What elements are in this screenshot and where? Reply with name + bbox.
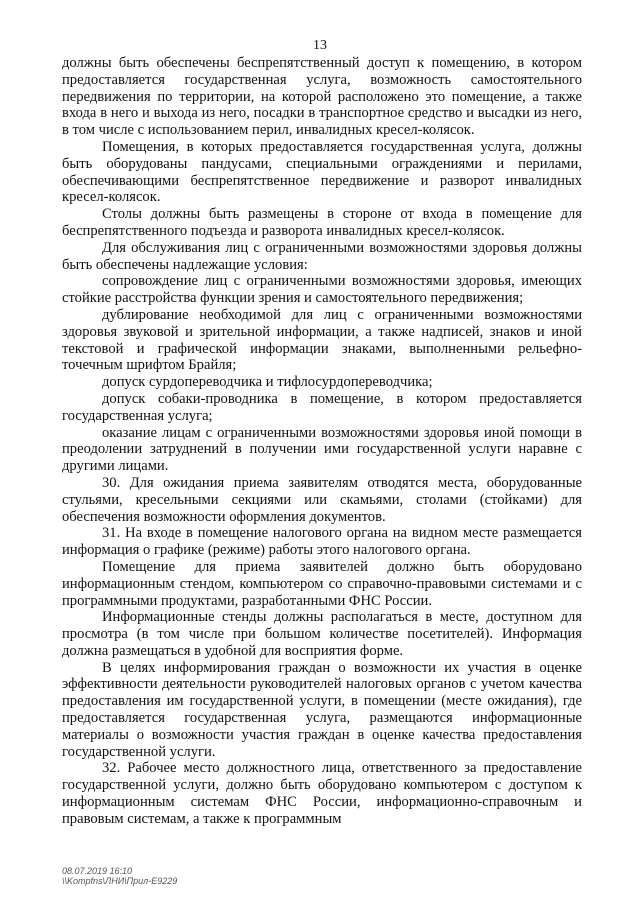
list-item-interpreter: допуск сурдопереводчика и тифлосурдопереводчика; bbox=[102, 374, 433, 391]
paragraph-stand: Помещение для приема заявителей должно быть оборудовано информационным стендом, компьютером со справочно-правовыми системами и с программными продуктами, разработанными ФНС России. bbox=[62, 558, 582, 609]
list-item-assistance: оказание лицам с ограниченными возможностями здоровья иной помощи в преодолении затруднений в получении ими государственной услуги наравне с другими лицами. bbox=[62, 424, 582, 475]
page-number: 13 bbox=[313, 38, 327, 53]
list-item-guide-dog: допуск собаки-проводника в помещение, в котором предоставляется государственная услуга; bbox=[62, 390, 582, 424]
paragraph-continuation: должны быть обеспечены беспрепятственный доступ к помещению, в котором предоставляется государственная услуга, возможность самостоятельного передвижения по территории, на которой расположено это помещение, а также входа в него и выхода из него, посадки в транспортное средство и высадки из него, в том числе с использованием перил, инвалидных кресел-колясок. bbox=[62, 55, 582, 139]
paragraph-tables: Столы должны быть размещены в стороне от входа в помещение для беспрепятственного подъезда и разворота инвалидных кресел-колясок. bbox=[62, 206, 582, 239]
list-item-braille: дублирование необходимой для лиц с ограниченными возможностями здоровья звуковой и зрительной информации, а также надписей, знаков и иной текстовой и графической информации знаками, выполненными рельефно-точечным шрифтом Брайля; bbox=[62, 306, 582, 374]
paragraph-ramps: Помещения, в которых предоставляется государственная услуга, должны быть оборудованы пандусами, специальными ограждениями и перилами, обеспечивающими беспрепятственное передвижение и разворот инвалидных кресел-колясок. bbox=[62, 138, 582, 206]
paragraph-31: 31. На входе в помещение налогового органа на видном месте размещается информация о графике (режиме) работы этого налогового органа. bbox=[62, 525, 582, 559]
paragraph-info-stands: Информационные стенды должны располагаться в месте, доступном для просмотра (в том числе при большом количестве посетителей). Информация должна размещаться в удобной для восприятия форме. bbox=[62, 609, 582, 659]
list-item-escort: сопровождение лиц с ограниченными возможностями здоровья, имеющих стойкие расстройства функции зрения и самостоятельного передвижения; bbox=[62, 273, 582, 307]
paragraph-conditions: Для обслуживания лиц с ограниченными возможностями здоровья должны быть обеспечены надлежащие условия: bbox=[62, 239, 582, 273]
paragraph-32: 32. Рабочее место должностного лица, ответственного за предоставление государственной услуги, должно быть оборудовано компьютером с доступом к информационным системам ФНС России, информационно-справочным и правовым системам, а также к программным bbox=[62, 760, 582, 827]
document-body bbox=[62, 55, 582, 828]
footer-stamp bbox=[62, 866, 177, 886]
footer-file-path: \\Kompfns\ЛНИ\Прил-Е9229 bbox=[62, 876, 178, 886]
paragraph-evaluation: В целях информирования граждан о возможности их участия в оценке эффективности деятельности руководителей налоговых органов с учетом качества предоставления им государственной услуги, в помещении (месте ожидания), где предоставляется государственная услуга, размещаются информационные материалы о возможности участия граждан в оценке качества предоставления государственной услуги. bbox=[62, 659, 582, 760]
paragraph-30: 30. Для ожидания приема заявителям отводятся места, оборудованные стульями, кресельными секциями или скамьями, столами (стойками) для обеспечения возможности оформления документов. bbox=[62, 474, 582, 525]
footer-timestamp: 08.07.2019 16:10 bbox=[62, 866, 133, 876]
